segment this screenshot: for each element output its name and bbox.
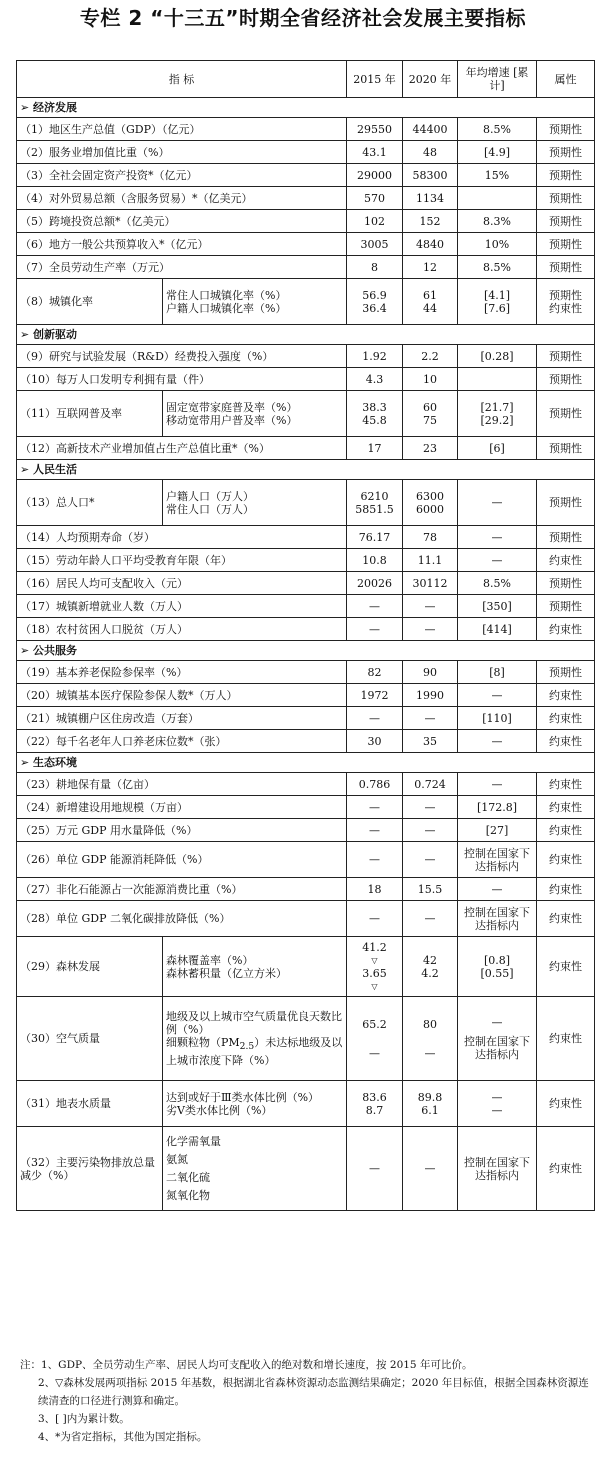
table-cell: 1.92 bbox=[347, 345, 403, 368]
triangle-icon: ▽ bbox=[371, 981, 378, 991]
table-cell bbox=[403, 391, 458, 437]
row-label: （30）空气质量 bbox=[17, 997, 163, 1081]
header-growth: 年均增速 [累计] bbox=[458, 61, 537, 98]
section-label: 人民生活 bbox=[33, 463, 78, 476]
cell-line: 44 bbox=[423, 301, 437, 315]
note: 2、▽森林发展两项指标 2015 年基数，根据湖北省森林资源动态监测结果确定；2020 年目标值，根据全国森林资源连续清查的口径进行测算和确定。 bbox=[38, 1377, 589, 1407]
row-label: （12）高新技术产业增加值占生产总值比重*（%） bbox=[17, 437, 347, 460]
cell-line: 45.8 bbox=[362, 413, 387, 427]
table-cell: 1972 bbox=[347, 684, 403, 707]
cell-line: [29.2] bbox=[480, 413, 514, 427]
sub-label bbox=[163, 279, 347, 325]
table-cell: 15.5 bbox=[403, 878, 458, 901]
cell-line: [21.7] bbox=[480, 400, 514, 414]
table-cell: 30 bbox=[347, 730, 403, 753]
page-title: 专栏 2 “十三五”时期全省经济社会发展主要指标 bbox=[79, 6, 527, 30]
sub-label bbox=[163, 937, 347, 997]
table-cell: 预期性 bbox=[537, 345, 595, 368]
table-cell bbox=[347, 480, 403, 526]
note: 注：1、GDP、全员劳动生产率、居民人均可支配收入的绝对数和增长速度，按 2015 年可比价。 bbox=[20, 1359, 473, 1371]
cell-line: 预期性 bbox=[549, 496, 582, 509]
cell-line: 60 bbox=[423, 400, 437, 414]
table-cell: 4.3 bbox=[347, 368, 403, 391]
row-label: （15）劳动年龄人口平均受教育年限（年） bbox=[17, 549, 347, 572]
cell-line: 预期性 bbox=[549, 407, 582, 420]
cell-line: 二氧化硫 bbox=[166, 1170, 210, 1184]
table-cell: 18 bbox=[347, 878, 403, 901]
table-cell: 30112 bbox=[403, 572, 458, 595]
header-2015: 2015 年 bbox=[347, 61, 403, 98]
table-cell: 90 bbox=[403, 661, 458, 684]
row-label: （5）跨境投资总额*（亿美元） bbox=[17, 210, 347, 233]
table-cell: — bbox=[347, 1127, 403, 1211]
arrow-icon: ➢ bbox=[20, 101, 34, 114]
cell-line: 氮氧化物 bbox=[166, 1188, 210, 1202]
table-cell bbox=[347, 937, 403, 997]
table-cell: 预期性 bbox=[537, 661, 595, 684]
cell-line: — bbox=[491, 1103, 503, 1117]
cell-line: 森林蓄积量（亿立方米） bbox=[166, 966, 287, 980]
table-cell: 约束性 bbox=[537, 878, 595, 901]
section-title bbox=[17, 98, 595, 118]
cell-line: 氨氮 bbox=[166, 1152, 188, 1166]
table-cell bbox=[458, 1081, 537, 1127]
table-cell: 44400 bbox=[403, 118, 458, 141]
row-label: （9）研究与试验发展（R&D）经费投入强度（%） bbox=[17, 345, 347, 368]
cell-line: 4.2 bbox=[421, 966, 439, 980]
cell-line: 89.8 bbox=[417, 1090, 443, 1104]
table-cell: 29000 bbox=[347, 164, 403, 187]
cell-line: 83.6 bbox=[362, 1090, 387, 1104]
header-2020: 2020 年 bbox=[403, 61, 458, 98]
table-row bbox=[17, 901, 595, 937]
table-row bbox=[17, 796, 595, 819]
table-cell: — bbox=[458, 526, 537, 549]
table-cell: 预期性 bbox=[537, 437, 595, 460]
table-cell: 3005 bbox=[347, 233, 403, 256]
row-label: （6）地方一般公共预算收入*（亿元） bbox=[17, 233, 347, 256]
table-cell: 23 bbox=[403, 437, 458, 460]
row-label: （11）互联网普及率 bbox=[17, 391, 163, 437]
table-cell: 76.17 bbox=[347, 526, 403, 549]
table-cell: 预期性 bbox=[537, 187, 595, 210]
table-cell: 1990 bbox=[403, 684, 458, 707]
table-cell bbox=[347, 1081, 403, 1127]
table-cell bbox=[458, 937, 537, 997]
value: 65.2 bbox=[362, 1017, 387, 1031]
table-row bbox=[17, 480, 595, 526]
table-cell: — bbox=[403, 1127, 458, 1211]
table-cell: — bbox=[403, 796, 458, 819]
table-cell: — bbox=[347, 595, 403, 618]
arrow-icon: ➢ bbox=[20, 463, 34, 476]
value: 80 bbox=[423, 1017, 437, 1031]
row-label: （22）每千名老年人口养老床位数*（张） bbox=[17, 730, 347, 753]
table-cell: 8.5% bbox=[458, 572, 537, 595]
row-label: （28）单位 GDP 二氧化碳排放降低（%） bbox=[17, 901, 347, 937]
table-cell: — bbox=[458, 549, 537, 572]
cell-line: [0.55] bbox=[480, 966, 514, 980]
table-cell: 约束性 bbox=[537, 937, 595, 997]
cell-line: 42 bbox=[423, 953, 437, 967]
cell-line: 38.3 bbox=[362, 400, 387, 414]
table-cell: 控制在国家下达指标内 bbox=[458, 842, 537, 878]
table-cell: 152 bbox=[403, 210, 458, 233]
section-label: 生态环境 bbox=[33, 756, 78, 769]
table-cell: 12 bbox=[403, 256, 458, 279]
table-cell: [414] bbox=[458, 618, 537, 641]
cell-line: 常住人口（万人） bbox=[166, 502, 254, 516]
table-row bbox=[17, 661, 595, 684]
cell-line: 化学需氧量 bbox=[166, 1134, 221, 1148]
row-label: （14）人均预期寿命（岁） bbox=[17, 526, 347, 549]
row-label: （10）每万人口发明专利拥有量（件） bbox=[17, 368, 347, 391]
table-cell: 约束性 bbox=[537, 997, 595, 1081]
table-cell: [6] bbox=[458, 437, 537, 460]
note: 4、*为省定指标，其他为国定指标。 bbox=[38, 1431, 208, 1443]
cell-line: 达到或好于Ⅲ类水体比例（%） bbox=[166, 1090, 320, 1104]
row-label: （24）新增建设用地规模（万亩） bbox=[17, 796, 347, 819]
sub-label bbox=[163, 1127, 347, 1211]
table-cell bbox=[458, 279, 537, 325]
cell-line: 6000 bbox=[416, 502, 444, 516]
table-row bbox=[17, 878, 595, 901]
table-cell: 10.8 bbox=[347, 549, 403, 572]
table-cell: 17 bbox=[347, 437, 403, 460]
section-label: 公共服务 bbox=[33, 644, 78, 657]
table-cell: 11.1 bbox=[403, 549, 458, 572]
table-cell bbox=[458, 368, 537, 391]
value: — bbox=[369, 1046, 380, 1060]
cell-line: 户籍人口城镇化率（%） bbox=[166, 301, 287, 315]
table-cell bbox=[537, 279, 595, 325]
table-row bbox=[17, 730, 595, 753]
section-label: 创新驱动 bbox=[33, 328, 78, 341]
table-cell: 102 bbox=[347, 210, 403, 233]
table-cell: 预期性 bbox=[537, 164, 595, 187]
table-cell: 预期性 bbox=[537, 526, 595, 549]
table-cell bbox=[403, 937, 458, 997]
table-cell bbox=[403, 1081, 458, 1127]
arrow-icon: ➢ bbox=[20, 756, 34, 769]
cell-line: 预期性 bbox=[549, 288, 582, 302]
table-row bbox=[17, 842, 595, 878]
section-header-row bbox=[17, 460, 595, 480]
row-label: （8）城镇化率 bbox=[17, 279, 163, 325]
table-cell: — bbox=[403, 595, 458, 618]
table-cell: 约束性 bbox=[537, 842, 595, 878]
table-cell: — bbox=[347, 901, 403, 937]
table-cell bbox=[537, 480, 595, 526]
table-cell: 控制在国家下达指标内 bbox=[458, 1127, 537, 1211]
table-cell bbox=[458, 997, 537, 1081]
table-cell: 43.1 bbox=[347, 141, 403, 164]
cell-line: — bbox=[491, 1090, 503, 1104]
table-cell: 约束性 bbox=[537, 618, 595, 641]
table-cell bbox=[458, 391, 537, 437]
table-cell: 预期性 bbox=[537, 595, 595, 618]
table-cell bbox=[458, 480, 537, 526]
table-cell: 0.786 bbox=[347, 773, 403, 796]
table-row bbox=[17, 549, 595, 572]
table-cell: 78 bbox=[403, 526, 458, 549]
table-cell: 82 bbox=[347, 661, 403, 684]
value: 3.65 bbox=[362, 966, 387, 980]
table-cell bbox=[458, 187, 537, 210]
row-label: （19）基本养老保险参保率（%） bbox=[17, 661, 347, 684]
table-row bbox=[17, 1127, 595, 1211]
cell-line: 常住人口城镇化率（%） bbox=[166, 288, 287, 302]
cell-line: 约束性 bbox=[549, 301, 582, 315]
section-header-row bbox=[17, 641, 595, 661]
table-row bbox=[17, 773, 595, 796]
cell-line: 36.4 bbox=[362, 301, 387, 315]
table-cell: — bbox=[347, 819, 403, 842]
table-row bbox=[17, 595, 595, 618]
table-cell: 约束性 bbox=[537, 773, 595, 796]
indicator-table bbox=[16, 60, 595, 1211]
table-cell bbox=[403, 279, 458, 325]
section-title bbox=[17, 753, 595, 773]
cell-line: 固定宽带家庭普及率（%） bbox=[166, 400, 298, 414]
table-cell bbox=[347, 391, 403, 437]
table-row bbox=[17, 368, 595, 391]
table-row bbox=[17, 187, 595, 210]
table-row bbox=[17, 819, 595, 842]
table-cell: [8] bbox=[458, 661, 537, 684]
arrow-icon: ➢ bbox=[20, 328, 34, 341]
triangle-icon: ▽ bbox=[371, 955, 378, 965]
table-cell: — bbox=[458, 684, 537, 707]
table-cell bbox=[403, 997, 458, 1081]
row-label: （25）万元 GDP 用水量降低（%） bbox=[17, 819, 347, 842]
section-header-row bbox=[17, 325, 595, 345]
cell-line: 劣Ⅴ类水体比例（%） bbox=[166, 1103, 273, 1117]
table-cell: 约束性 bbox=[537, 684, 595, 707]
table-cell: 约束性 bbox=[537, 549, 595, 572]
note: 3、[ ]内为累计数。 bbox=[38, 1413, 130, 1425]
section-title bbox=[17, 325, 595, 345]
table-cell: 预期性 bbox=[537, 210, 595, 233]
table-cell: [4.9] bbox=[458, 141, 537, 164]
row-label: （7）全员劳动生产率（万元） bbox=[17, 256, 347, 279]
table-cell: — bbox=[403, 618, 458, 641]
cell-line: [4.1] bbox=[483, 288, 511, 302]
table-cell: 8.5% bbox=[458, 256, 537, 279]
table-row bbox=[17, 618, 595, 641]
row-label: （16）居民人均可支配收入（元） bbox=[17, 572, 347, 595]
cell-line: 移动宽带用户普及率（%） bbox=[166, 413, 298, 427]
header-indicator: 指 标 bbox=[17, 61, 347, 98]
table-row bbox=[17, 141, 595, 164]
table-cell: — bbox=[403, 707, 458, 730]
row-label: （32）主要污染物排放总量减少（%） bbox=[17, 1127, 163, 1211]
table-row bbox=[17, 118, 595, 141]
table-cell: 2.2 bbox=[403, 345, 458, 368]
table-row bbox=[17, 684, 595, 707]
table-row bbox=[17, 707, 595, 730]
table-row bbox=[17, 164, 595, 187]
cell-line: [0.8] bbox=[483, 953, 511, 967]
arrow-icon: ➢ bbox=[20, 644, 34, 657]
table-cell: 预期性 bbox=[537, 118, 595, 141]
table-cell: 4840 bbox=[403, 233, 458, 256]
table-cell: — bbox=[347, 707, 403, 730]
table-cell: 570 bbox=[347, 187, 403, 210]
table-row bbox=[17, 437, 595, 460]
cell-line: 61 bbox=[423, 288, 437, 302]
row-label: （27）非化石能源占一次能源消费比重（%） bbox=[17, 878, 347, 901]
table-cell: — bbox=[458, 730, 537, 753]
table-row bbox=[17, 391, 595, 437]
sub-label bbox=[163, 391, 347, 437]
table-cell bbox=[537, 391, 595, 437]
table-cell: — bbox=[347, 796, 403, 819]
table-cell: 10% bbox=[458, 233, 537, 256]
table-row bbox=[17, 256, 595, 279]
table-cell: 约束性 bbox=[537, 1127, 595, 1211]
row-label: （21）城镇棚户区住房改造（万套） bbox=[17, 707, 347, 730]
cell-line: 8.7 bbox=[365, 1103, 384, 1117]
table-cell: — bbox=[458, 878, 537, 901]
cell-line: — bbox=[491, 496, 503, 509]
table-cell bbox=[347, 997, 403, 1081]
row-label: （18）农村贫困人口脱贫（万人） bbox=[17, 618, 347, 641]
table-cell: [172.8] bbox=[458, 796, 537, 819]
table-cell: 约束性 bbox=[537, 901, 595, 937]
table-cell bbox=[403, 480, 458, 526]
row-label: （1）地区生产总值（GDP）（亿元） bbox=[17, 118, 347, 141]
table-cell: 预期性 bbox=[537, 368, 595, 391]
value: — bbox=[424, 1046, 436, 1060]
cell-line: ）未达标地级及以上城市浓度下降（%） bbox=[166, 1036, 343, 1067]
cell-line: [7.6] bbox=[483, 301, 511, 315]
row-label: （29）森林发展 bbox=[17, 937, 163, 997]
section-title bbox=[17, 641, 595, 661]
cell-line: 2.5 bbox=[239, 1041, 255, 1053]
table-cell: 约束性 bbox=[537, 819, 595, 842]
table-cell: 约束性 bbox=[537, 1081, 595, 1127]
table-cell: [0.28] bbox=[458, 345, 537, 368]
value: — bbox=[491, 1016, 503, 1029]
table-cell: 0.724 bbox=[403, 773, 458, 796]
notes bbox=[20, 1356, 594, 1446]
cell-line: 地级及以上城市空气质量优良天数比例（%） bbox=[166, 1010, 342, 1037]
table-cell: — bbox=[347, 842, 403, 878]
table-cell: 35 bbox=[403, 730, 458, 753]
table-cell: 预期性 bbox=[537, 256, 595, 279]
cell-line: 56.9 bbox=[362, 288, 387, 302]
table-cell: 预期性 bbox=[537, 233, 595, 256]
table-cell: 约束性 bbox=[537, 707, 595, 730]
section-header-row bbox=[17, 98, 595, 118]
table-cell: 控制在国家下达指标内 bbox=[458, 901, 537, 937]
table-cell: — bbox=[403, 842, 458, 878]
row-label: （2）服务业增加值比重（%） bbox=[17, 141, 347, 164]
table-cell: 8.5% bbox=[458, 118, 537, 141]
table-row bbox=[17, 526, 595, 549]
sub-label bbox=[163, 480, 347, 526]
table-row bbox=[17, 345, 595, 368]
table-row bbox=[17, 1081, 595, 1127]
section-label: 经济发展 bbox=[33, 101, 78, 114]
row-label: （3）全社会固定资产投资*（亿元） bbox=[17, 164, 347, 187]
table-cell: [350] bbox=[458, 595, 537, 618]
sub-label bbox=[163, 997, 347, 1081]
table-cell: 约束性 bbox=[537, 730, 595, 753]
table-cell: 8 bbox=[347, 256, 403, 279]
cell-line: 户籍人口（万人） bbox=[166, 489, 254, 503]
row-label: （13）总人口* bbox=[17, 480, 163, 526]
table-cell: — bbox=[403, 901, 458, 937]
row-label: （17）城镇新增就业人数（万人） bbox=[17, 595, 347, 618]
value: 41.2 bbox=[362, 940, 387, 954]
row-label: （20）城镇基本医疗保险参保人数*（万人） bbox=[17, 684, 347, 707]
table-cell: [110] bbox=[458, 707, 537, 730]
table-row bbox=[17, 210, 595, 233]
cell-line: 细颗粒物（PM bbox=[166, 1036, 240, 1050]
table-cell: — bbox=[347, 618, 403, 641]
cell-line: 75 bbox=[423, 413, 437, 427]
table-cell: 约束性 bbox=[537, 796, 595, 819]
section-header-row bbox=[17, 753, 595, 773]
table-cell: 58300 bbox=[403, 164, 458, 187]
table-cell: [27] bbox=[458, 819, 537, 842]
row-label: （31）地表水质量 bbox=[17, 1081, 163, 1127]
table-cell: — bbox=[403, 819, 458, 842]
cell-line: 5851.5 bbox=[355, 502, 394, 516]
table-cell: 15% bbox=[458, 164, 537, 187]
row-label: （23）耕地保有量（亿亩） bbox=[17, 773, 347, 796]
cell-line: 6210 bbox=[360, 489, 389, 503]
table-cell: 20026 bbox=[347, 572, 403, 595]
table-cell: 48 bbox=[403, 141, 458, 164]
section-title bbox=[17, 460, 595, 480]
table-row bbox=[17, 997, 595, 1081]
table-cell: — bbox=[458, 773, 537, 796]
table-cell: 1134 bbox=[403, 187, 458, 210]
table-cell: 10 bbox=[403, 368, 458, 391]
cell-line: 森林覆盖率（%） bbox=[166, 953, 254, 967]
cell-line: 6300 bbox=[416, 489, 444, 503]
table-cell: 8.3% bbox=[458, 210, 537, 233]
table-cell bbox=[347, 279, 403, 325]
table-cell: 预期性 bbox=[537, 141, 595, 164]
row-label: （4）对外贸易总额（含服务贸易）*（亿美元） bbox=[17, 187, 347, 210]
table-row bbox=[17, 937, 595, 997]
row-label: （26）单位 GDP 能源消耗降低（%） bbox=[17, 842, 347, 878]
table-row bbox=[17, 279, 595, 325]
table-row bbox=[17, 572, 595, 595]
table-row bbox=[17, 233, 595, 256]
header-attr: 属性 bbox=[537, 61, 595, 98]
table-cell: 29550 bbox=[347, 118, 403, 141]
cell-line: 6.1 bbox=[421, 1103, 439, 1117]
value: 控制在国家下达指标内 bbox=[464, 1035, 530, 1061]
sub-label bbox=[163, 1081, 347, 1127]
table-cell: 预期性 bbox=[537, 572, 595, 595]
